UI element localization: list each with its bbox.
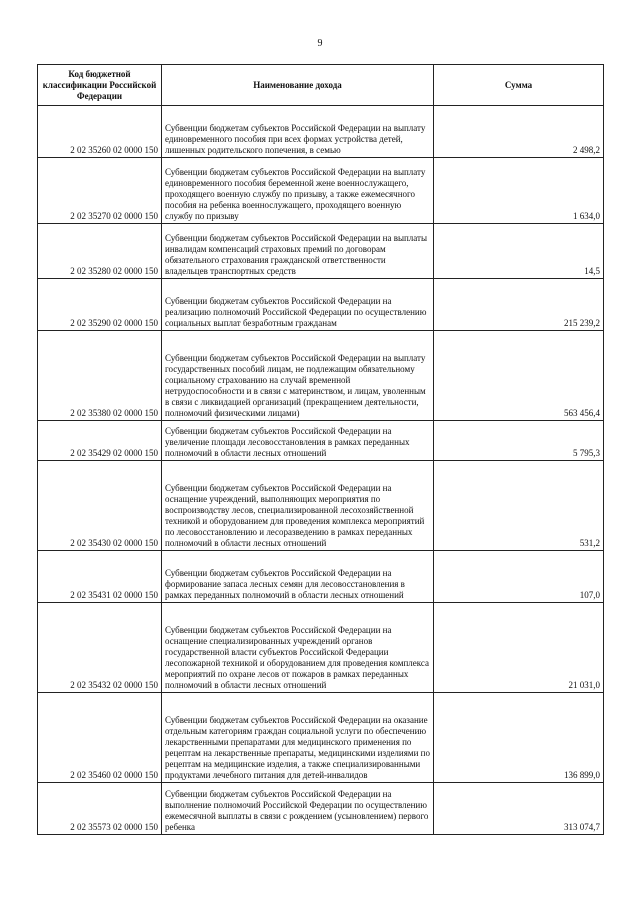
row-name: Субвенции бюджетам субъектов Российской Федерации на выплаты инвалидам компенсаций страховых премий по договорам обязательного страхования гражданской ответственности владельцев транспортных средств bbox=[162, 224, 434, 279]
row-code: 2 02 35260 02 0000 150 bbox=[38, 106, 162, 158]
row-code: 2 02 35460 02 0000 150 bbox=[38, 693, 162, 783]
row-code: 2 02 35573 02 0000 150 bbox=[38, 783, 162, 835]
row-name: Субвенции бюджетам субъектов Российской Федерации на выполнение полномочий Российской Федерации по осуществлению ежемесячной выплаты в связи с рождением (усыновлением) первого ребенка bbox=[162, 783, 434, 835]
row-sum: 563 456,4 bbox=[434, 331, 604, 421]
row-code: 2 02 35430 02 0000 150 bbox=[38, 461, 162, 551]
row-name: Субвенции бюджетам субъектов Российской Федерации на увеличение площади лесовосстановления в рамках переданных полномочий в области лесных отношений bbox=[162, 421, 434, 461]
row-sum: 531,2 bbox=[434, 461, 604, 551]
row-name: Субвенции бюджетам субъектов Российской Федерации на реализацию полномочий Российской Федерации по осуществлению социальных выплат безработным гражданам bbox=[162, 279, 434, 331]
table-row bbox=[38, 461, 604, 551]
row-sum: 1 634,0 bbox=[434, 158, 604, 224]
row-name: Субвенции бюджетам субъектов Российской Федерации на формирование запаса лесных семян для лесовосстановления в рамках переданных полномочий в области лесных отношений bbox=[162, 551, 434, 603]
table-row bbox=[38, 331, 604, 421]
table-row bbox=[38, 224, 604, 279]
row-name: Субвенции бюджетам субъектов Российской Федерации на выплату единовременного пособия беременной жене военнослужащего, проходящего военную службу по призыву, а также ежемесячного пособия на ребенка военнослужащего, проходящего военную службу по призыву bbox=[162, 158, 434, 224]
row-code: 2 02 35429 02 0000 150 bbox=[38, 421, 162, 461]
row-sum: 14,5 bbox=[434, 224, 604, 279]
row-sum: 313 074,7 bbox=[434, 783, 604, 835]
page-number: 9 bbox=[317, 38, 323, 49]
row-code: 2 02 35280 02 0000 150 bbox=[38, 224, 162, 279]
row-name: Субвенции бюджетам субъектов Российской Федерации на выплату единовременного пособия при всех формах устройства детей, лишенных родительского попечения, в семью bbox=[162, 106, 434, 158]
table-row bbox=[38, 551, 604, 603]
row-name: Субвенции бюджетам субъектов Российской Федерации на оснащение специализированных учреждений органов государственной власти субъектов Российской Федерации лесопожарной техникой и оборудованием для проведения комплекса мероприятий по охране лесов от пожаров в рамках переданных полномочий в области лесных отношений bbox=[162, 603, 434, 693]
row-sum: 136 899,0 bbox=[434, 693, 604, 783]
table-row bbox=[38, 106, 604, 158]
row-code: 2 02 35432 02 0000 150 bbox=[38, 603, 162, 693]
table-row bbox=[38, 158, 604, 224]
row-code: 2 02 35290 02 0000 150 bbox=[38, 279, 162, 331]
table-header-row bbox=[38, 65, 604, 106]
row-name: Субвенции бюджетам субъектов Российской Федерации на оснащение учреждений, выполняющих мероприятия по воспроизводству лесов, специализированной лесохозяйственной техникой и оборудованием для проведения комплекса мероприятий по лесовосстановлению и лесоразведению в рамках переданных полномочий в области лесных отношений bbox=[162, 461, 434, 551]
table-row bbox=[38, 421, 604, 461]
table-row bbox=[38, 603, 604, 693]
row-sum: 215 239,2 bbox=[434, 279, 604, 331]
row-code: 2 02 35380 02 0000 150 bbox=[38, 331, 162, 421]
row-sum: 5 795,3 bbox=[434, 421, 604, 461]
header-sum: Сумма bbox=[434, 65, 604, 106]
row-sum: 107,0 bbox=[434, 551, 604, 603]
row-name: Субвенции бюджетам субъектов Российской Федерации на оказание отдельным категориям граждан социальной услуги по обеспечению лекарственными препаратами для медицинского применения по рецептам на лекарственные препараты, медицинскими изделиями по рецептам на медицинские изделия, а также специализированными продуктами лечебного питания для детей-инвалидов bbox=[162, 693, 434, 783]
table-row bbox=[38, 279, 604, 331]
header-code: Код бюджетной классификации Российской Федерации bbox=[38, 65, 162, 106]
row-sum: 21 031,0 bbox=[434, 603, 604, 693]
table-row bbox=[38, 693, 604, 783]
row-name: Субвенции бюджетам субъектов Российской Федерации на выплату государственных пособий лицам, не подлежащим обязательному социальному страхованию на случай временной нетрудоспособности и в связи с материнством, и лицам, уволенным в связи с ликвидацией организаций (прекращением деятельности, полномочий физическими лицами) bbox=[162, 331, 434, 421]
income-table bbox=[37, 64, 604, 835]
row-sum: 2 498,2 bbox=[434, 106, 604, 158]
row-code: 2 02 35270 02 0000 150 bbox=[38, 158, 162, 224]
row-code: 2 02 35431 02 0000 150 bbox=[38, 551, 162, 603]
header-name: Наименование дохода bbox=[162, 65, 434, 106]
table-row bbox=[38, 783, 604, 835]
